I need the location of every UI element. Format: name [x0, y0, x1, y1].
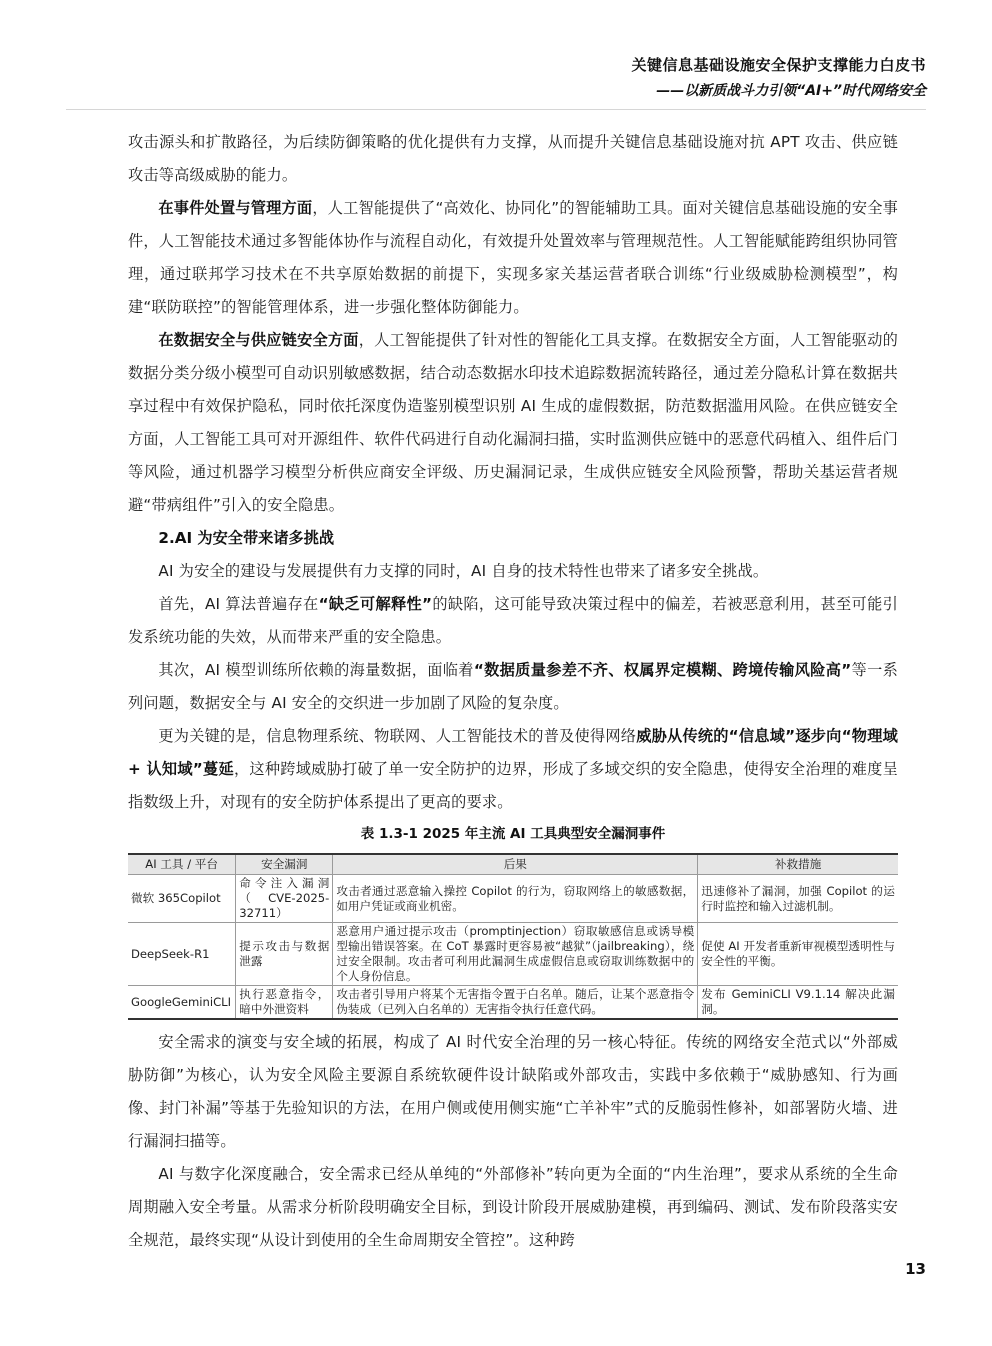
bold-phrase: “数据质量参差不齐、权属界定模糊、跨境传输风险高” [473, 661, 852, 679]
text-run: ，这种跨域威胁打破了单一安全防护的边界，形成了多域交织的安全隐患，使得安全治理的难度呈指数级上升，对现有的安全防护体系提出了更高的要求。 [128, 760, 898, 811]
cell-consequence: 恶意用户通过提示攻击（promptinjection）窃取敏感信息或诱导模型输出错误答案。在 CoT 暴露时更容易被“越狱”（jailbreaking），绕过安全限制。攻击者可利用此漏洞生成虚假信息或窃取训练数据中的个人身份信息。 [333, 923, 698, 986]
paragraphs-mid [128, 555, 898, 819]
paragraph [128, 126, 898, 192]
paragraph [128, 588, 898, 654]
cell-remedy: 促使 AI 开发者重新审视模型透明性与安全性的平衡。 [698, 923, 898, 986]
paragraph [128, 720, 898, 819]
paragraphs-top [128, 126, 898, 522]
text-run: 更为关键的是，信息物理系统、物联网、人工智能技术的普及使得网络 [158, 727, 637, 745]
col-header-remedy: 补救措施 [698, 854, 898, 875]
col-header-vulnerability: 安全漏洞 [236, 854, 333, 875]
bold-phrase: 在数据安全与供应链安全方面 [158, 331, 359, 349]
paragraph [128, 1026, 898, 1158]
header-title: 关键信息基础设施安全保护支撑能力白皮书 [631, 56, 926, 74]
cell-tool: GoogleGeminiCLI [128, 986, 236, 1020]
paragraphs-bottom [128, 1026, 898, 1257]
bold-phrase: 在事件处置与管理方面 [158, 199, 313, 217]
paragraph [128, 192, 898, 324]
table-row [128, 875, 898, 923]
text-run: ，人工智能提供了“高效化、协同化”的智能辅助工具。面对关键信息基础设施的安全事件，人工智能技术通过多智能体协作与流程自动化，有效提升处置效率与管理规范性。人工智能赋能跨组织协同管理，通过联邦学习技术在不共享原始数据的前提下，实现多家关基运营者联合训练“行业级威胁检测模型”，构建“联防联控”的智能管理体系，进一步强化整体防御能力。 [128, 199, 898, 316]
bold-phrase: 威胁从传统的“信息域”逐步向“物理域 + 认知域”蔓延 [128, 727, 898, 778]
paragraph [128, 654, 898, 720]
bold-phrase: “缺乏可解释性” [318, 595, 433, 613]
text-run: AI 为安全的建设与发展提供有力支撑的同时，AI 自身的技术特性也带来了诸多安全挑战。 [158, 562, 769, 580]
cell-tool: DeepSeek-R1 [128, 923, 236, 986]
page-header [631, 54, 926, 102]
page-number: 13 [905, 1260, 926, 1278]
cell-tool: 微软 365Copilot [128, 875, 236, 923]
col-header-tool: AI 工具 / 平台 [128, 854, 236, 875]
table-row [128, 986, 898, 1020]
table-header-row [128, 854, 898, 875]
text-run: AI 与数字化深度融合，安全需求已经从单纯的“外部修补”转向更为全面的“内生治理”，要求从系统的全生命周期融入安全考量。从需求分析阶段明确安全目标，到设计阶段开展威胁建模，再到编码、测试、发布阶段落实安全规范，最终实现“从设计到使用的全生命周期安全管控”。这种跨 [128, 1165, 898, 1249]
header-divider [66, 109, 926, 110]
section-heading: 2.AI 为安全带来诸多挑战 [158, 529, 335, 547]
text-run: 等一系列问题，数据安全与 AI 安全的交织进一步加剧了风险的复杂度。 [128, 661, 898, 712]
cell-vulnerability: 提示攻击与数据泄露 [236, 923, 333, 986]
text-run: 其次，AI 模型训练所依赖的海量数据，面临着 [158, 661, 474, 679]
paragraph [128, 1158, 898, 1257]
page-body [128, 126, 898, 1257]
text-run: 的缺陷，这可能导致决策过程中的偏差，若被恶意利用，甚至可能引发系统功能的失效，从而带来严重的安全隐患。 [128, 595, 898, 646]
col-header-consequence: 后果 [333, 854, 698, 875]
cell-remedy: 迅速修补了漏洞，加强 Copilot 的运行时监控和输入过滤机制。 [698, 875, 898, 923]
table-row [128, 923, 898, 986]
header-subtitle: ——以新质战斗力引领“AI+”时代网络安全 [656, 83, 926, 99]
text-run: ，人工智能提供了针对性的智能化工具支撑。在数据安全方面，人工智能驱动的数据分类分级小模型可自动识别敏感数据，结合动态数据水印技术追踪数据流转路径，通过差分隐私计算在数据共享过程中有效保护隐私，同时依托深度伪造鉴别模型识别 AI 生成的虚假数据，防范数据滥用风险。在供应链安全方面，人工智能工具可对开源组件、软件代码进行自动化漏洞扫描，实时监测供应链中的恶意代码植入、组件后门等风险，通过机器学习模型分析供应商安全评级、历史漏洞记录，生成供应链安全风险预警，帮助关基运营者规避“带病组件”引入的安全隐患。 [128, 331, 899, 514]
table-caption: 表 1.3-1 2025 年主流 AI 工具典型安全漏洞事件 [360, 826, 666, 842]
text-run: 首先，AI 算法普遍存在 [158, 595, 319, 613]
vulnerability-table [128, 853, 898, 1020]
cell-remedy: 发布 GeminiCLI V9.1.14 解决此漏洞。 [698, 986, 898, 1020]
paragraph [128, 324, 898, 522]
text-run: 安全需求的演变与安全域的拓展，构成了 AI 时代安全治理的另一核心特征。传统的网络安全范式以“外部威胁防御”为核心，认为安全风险主要源自系统软硬件设计缺陷或外部攻击，实践中多依赖于“威胁感知、行为画像、封门补漏”等基于先验知识的方法，在用户侧或使用侧实施“亡羊补牢”式的反脆弱性修补，如部署防火墙、进行漏洞扫描等。 [128, 1033, 898, 1150]
cell-vulnerability: 命令注入漏洞（CVE-2025-32711） [236, 875, 333, 923]
cell-consequence: 攻击者通过恶意输入操控 Copilot 的行为，窃取网络上的敏感数据，如用户凭证或商业机密。 [333, 875, 698, 923]
cell-consequence: 攻击者引导用户将某个无害指令置于白名单。随后，让某个恶意指令伪装成（已列入白名单的）无害指令执行任意代码。 [333, 986, 698, 1020]
text-run: 攻击源头和扩散路径，为后续防御策略的优化提供有力支撑，从而提升关键信息基础设施对抗 APT 攻击、供应链攻击等高级威胁的能力。 [128, 133, 898, 184]
paragraph [128, 555, 898, 588]
cell-vulnerability: 执行恶意指令，暗中外泄资料 [236, 986, 333, 1020]
